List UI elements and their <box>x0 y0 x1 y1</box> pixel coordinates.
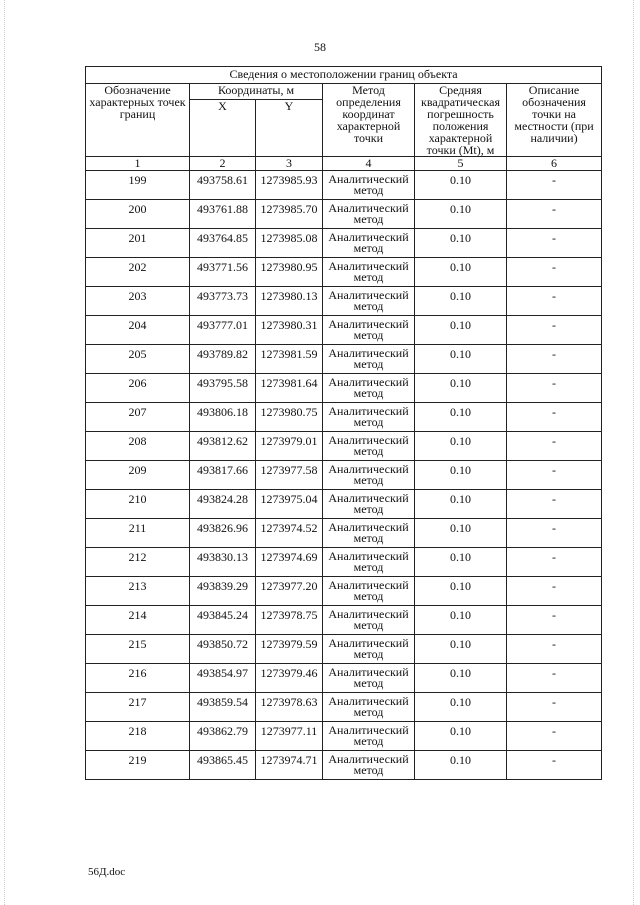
cell-y: 1273985.93 <box>256 171 323 200</box>
cell-error: 0.10 <box>415 374 507 403</box>
column-number: 3 <box>256 157 323 171</box>
scan-edge-right <box>633 0 635 905</box>
cell-method: Аналитический метод <box>323 548 415 577</box>
cell-x: 493839.29 <box>190 577 256 606</box>
cell-method: Аналитический метод <box>323 577 415 606</box>
cell-point: 219 <box>86 751 190 780</box>
cell-method: Аналитический метод <box>323 751 415 780</box>
cell-x: 493777.01 <box>190 316 256 345</box>
column-number: 6 <box>507 157 602 171</box>
cell-description: - <box>507 519 602 548</box>
cell-description: - <box>507 171 602 200</box>
cell-method: Аналитический метод <box>323 403 415 432</box>
cell-point: 218 <box>86 722 190 751</box>
cell-method: Аналитический метод <box>323 229 415 258</box>
cell-error: 0.10 <box>415 171 507 200</box>
cell-point: 211 <box>86 519 190 548</box>
cell-description: - <box>507 751 602 780</box>
cell-error: 0.10 <box>415 258 507 287</box>
cell-description: - <box>507 345 602 374</box>
cell-method: Аналитический метод <box>323 519 415 548</box>
cell-x: 493859.54 <box>190 693 256 722</box>
scan-edge-left <box>4 0 6 905</box>
cell-y: 1273980.31 <box>256 316 323 345</box>
cell-x: 493854.97 <box>190 664 256 693</box>
cell-y: 1273985.70 <box>256 200 323 229</box>
cell-description: - <box>507 229 602 258</box>
cell-point: 216 <box>86 664 190 693</box>
cell-point: 215 <box>86 635 190 664</box>
cell-point: 213 <box>86 577 190 606</box>
cell-x: 493845.24 <box>190 606 256 635</box>
cell-error: 0.10 <box>415 577 507 606</box>
table-row <box>86 345 602 374</box>
cell-error: 0.10 <box>415 287 507 316</box>
table-row <box>86 287 602 316</box>
cell-x: 493865.45 <box>190 751 256 780</box>
column-number: 2 <box>190 157 256 171</box>
cell-x: 493764.85 <box>190 229 256 258</box>
cell-description: - <box>507 490 602 519</box>
cell-point: 206 <box>86 374 190 403</box>
cell-y: 1273979.59 <box>256 635 323 664</box>
cell-description: - <box>507 461 602 490</box>
cell-point: 208 <box>86 432 190 461</box>
cell-error: 0.10 <box>415 461 507 490</box>
cell-x: 493789.82 <box>190 345 256 374</box>
cell-description: - <box>507 258 602 287</box>
cell-method: Аналитический метод <box>323 432 415 461</box>
column-number: 1 <box>86 157 190 171</box>
cell-x: 493761.88 <box>190 200 256 229</box>
cell-x: 493758.61 <box>190 171 256 200</box>
cell-point: 210 <box>86 490 190 519</box>
page-number: 58 <box>314 40 326 54</box>
table-row <box>86 693 602 722</box>
table-row <box>86 519 602 548</box>
cell-y: 1273978.63 <box>256 693 323 722</box>
cell-y: 1273974.52 <box>256 519 323 548</box>
cell-y: 1273979.01 <box>256 432 323 461</box>
cell-description: - <box>507 606 602 635</box>
cell-point: 202 <box>86 258 190 287</box>
cell-method: Аналитический метод <box>323 374 415 403</box>
cell-method: Аналитический метод <box>323 316 415 345</box>
cell-error: 0.10 <box>415 664 507 693</box>
cell-y: 1273980.75 <box>256 403 323 432</box>
cell-x: 493862.79 <box>190 722 256 751</box>
cell-y: 1273974.71 <box>256 751 323 780</box>
cell-y: 1273981.64 <box>256 374 323 403</box>
cell-y: 1273974.69 <box>256 548 323 577</box>
table-row <box>86 664 602 693</box>
cell-method: Аналитический метод <box>323 490 415 519</box>
table-row <box>86 403 602 432</box>
header-method: Метод определения координат характерной точки <box>323 84 415 157</box>
cell-description: - <box>507 693 602 722</box>
table-row <box>86 577 602 606</box>
cell-method: Аналитический метод <box>323 635 415 664</box>
table-caption: Сведения о местоположении границ объекта <box>86 67 602 84</box>
table-row <box>86 316 602 345</box>
cell-method: Аналитический метод <box>323 200 415 229</box>
cell-error: 0.10 <box>415 722 507 751</box>
cell-point: 207 <box>86 403 190 432</box>
cell-method: Аналитический метод <box>323 461 415 490</box>
cell-method: Аналитический метод <box>323 258 415 287</box>
cell-error: 0.10 <box>415 316 507 345</box>
cell-error: 0.10 <box>415 635 507 664</box>
cell-error: 0.10 <box>415 606 507 635</box>
column-number: 4 <box>323 157 415 171</box>
cell-description: - <box>507 577 602 606</box>
cell-x: 493830.13 <box>190 548 256 577</box>
table-row <box>86 432 602 461</box>
cell-x: 493817.66 <box>190 461 256 490</box>
cell-error: 0.10 <box>415 432 507 461</box>
cell-description: - <box>507 722 602 751</box>
cell-x: 493826.96 <box>190 519 256 548</box>
header-error: Средняя квадратическая погрешность положения характерной точки (Mt), м <box>415 84 507 157</box>
cell-description: - <box>507 548 602 577</box>
table-row <box>86 635 602 664</box>
cell-method: Аналитический метод <box>323 693 415 722</box>
cell-x: 493795.58 <box>190 374 256 403</box>
cell-description: - <box>507 200 602 229</box>
header-description: Описание обозначения точки на местности (при наличии) <box>507 84 602 157</box>
cell-method: Аналитический метод <box>323 345 415 374</box>
cell-error: 0.10 <box>415 345 507 374</box>
table-row <box>86 374 602 403</box>
cell-error: 0.10 <box>415 403 507 432</box>
cell-point: 205 <box>86 345 190 374</box>
column-number: 5 <box>415 157 507 171</box>
cell-description: - <box>507 374 602 403</box>
cell-y: 1273985.08 <box>256 229 323 258</box>
cell-method: Аналитический метод <box>323 606 415 635</box>
header-point: Обозначение характерных точек границ <box>86 84 190 157</box>
document-filename: 56Д.doc <box>88 866 126 878</box>
cell-point: 204 <box>86 316 190 345</box>
cell-y: 1273977.58 <box>256 461 323 490</box>
cell-error: 0.10 <box>415 490 507 519</box>
cell-description: - <box>507 287 602 316</box>
cell-point: 199 <box>86 171 190 200</box>
cell-description: - <box>507 316 602 345</box>
table-row <box>86 490 602 519</box>
cell-method: Аналитический метод <box>323 664 415 693</box>
cell-x: 493812.62 <box>190 432 256 461</box>
table-row <box>86 258 602 287</box>
table-row <box>86 751 602 780</box>
cell-x: 493806.18 <box>190 403 256 432</box>
table-row <box>86 722 602 751</box>
cell-point: 209 <box>86 461 190 490</box>
cell-y: 1273978.75 <box>256 606 323 635</box>
header-coordinates: Координаты, м <box>190 84 323 100</box>
cell-point: 214 <box>86 606 190 635</box>
table-row <box>86 461 602 490</box>
cell-description: - <box>507 432 602 461</box>
column-numbers-row <box>86 157 602 171</box>
cell-x: 493771.56 <box>190 258 256 287</box>
cell-point: 212 <box>86 548 190 577</box>
cell-x: 493773.73 <box>190 287 256 316</box>
cell-method: Аналитический метод <box>323 722 415 751</box>
header-x: X <box>190 99 256 156</box>
boundary-points-table <box>85 66 602 780</box>
cell-error: 0.10 <box>415 229 507 258</box>
cell-y: 1273980.13 <box>256 287 323 316</box>
table-row <box>86 200 602 229</box>
cell-y: 1273977.11 <box>256 722 323 751</box>
cell-y: 1273981.59 <box>256 345 323 374</box>
cell-error: 0.10 <box>415 751 507 780</box>
cell-y: 1273975.04 <box>256 490 323 519</box>
cell-error: 0.10 <box>415 200 507 229</box>
cell-error: 0.10 <box>415 693 507 722</box>
cell-description: - <box>507 635 602 664</box>
cell-y: 1273977.20 <box>256 577 323 606</box>
table-row <box>86 548 602 577</box>
cell-method: Аналитический метод <box>323 171 415 200</box>
cell-y: 1273980.95 <box>256 258 323 287</box>
table-row <box>86 171 602 200</box>
cell-method: Аналитический метод <box>323 287 415 316</box>
cell-y: 1273979.46 <box>256 664 323 693</box>
cell-point: 200 <box>86 200 190 229</box>
cell-x: 493850.72 <box>190 635 256 664</box>
cell-error: 0.10 <box>415 548 507 577</box>
cell-point: 201 <box>86 229 190 258</box>
cell-description: - <box>507 664 602 693</box>
cell-x: 493824.28 <box>190 490 256 519</box>
cell-description: - <box>507 403 602 432</box>
table-row <box>86 229 602 258</box>
header-y: Y <box>256 99 323 156</box>
cell-point: 217 <box>86 693 190 722</box>
cell-error: 0.10 <box>415 519 507 548</box>
cell-point: 203 <box>86 287 190 316</box>
table-row <box>86 606 602 635</box>
